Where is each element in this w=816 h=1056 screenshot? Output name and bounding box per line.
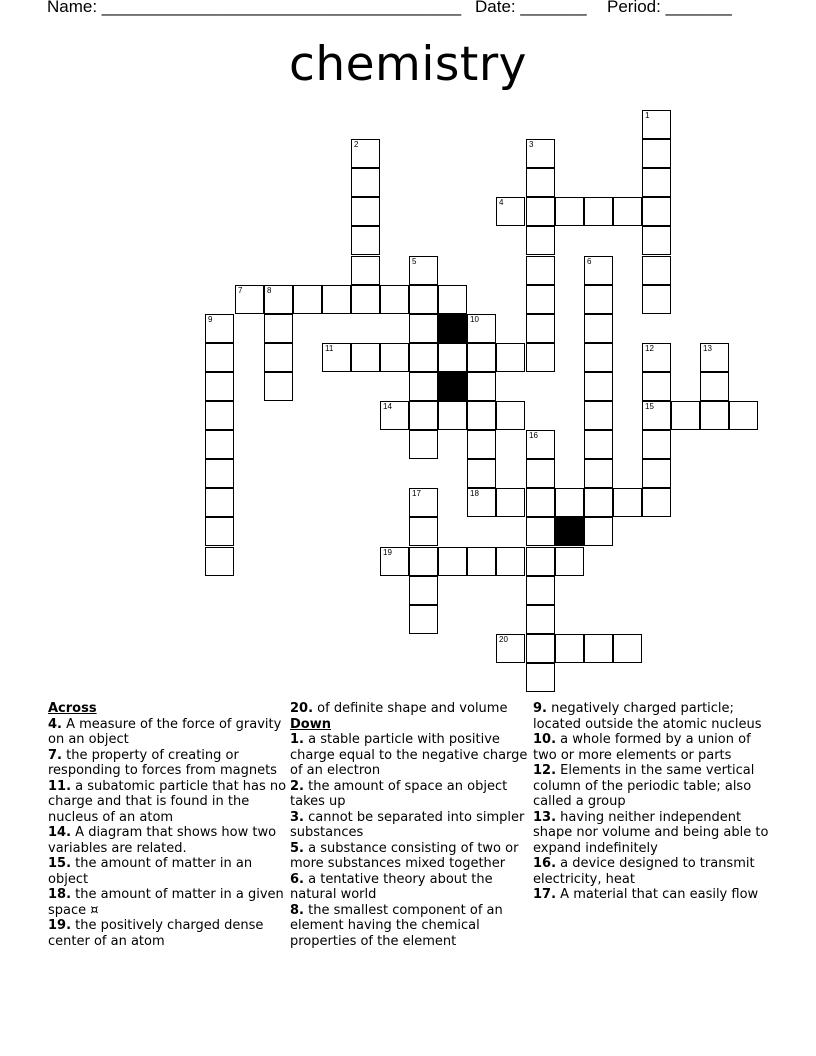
- crossword-cell[interactable]: [409, 314, 438, 343]
- page-title: chemistry: [289, 37, 527, 92]
- crossword-cell[interactable]: [293, 285, 322, 314]
- clue-down-10: [533, 732, 769, 763]
- clue-across-7: [48, 748, 288, 779]
- crossword-cell[interactable]: [642, 197, 671, 226]
- clue-number-label: 6: [587, 257, 592, 266]
- crossword-cell[interactable]: [205, 372, 234, 401]
- crossword-cell[interactable]: [642, 139, 671, 168]
- crossword-cell[interactable]: [380, 547, 409, 576]
- crossword-cell[interactable]: [351, 226, 380, 255]
- crossword-cell[interactable]: [642, 343, 671, 372]
- clue-number-label: 2: [354, 140, 359, 149]
- crossword-cell[interactable]: [380, 401, 409, 430]
- clue-number: 15.: [48, 856, 72, 871]
- clue-number: 6.: [290, 871, 304, 887]
- clue-number-label: 12: [645, 344, 654, 353]
- black-cell: [555, 517, 584, 546]
- crossword-cell[interactable]: [526, 634, 555, 663]
- crossword-cell[interactable]: [700, 372, 729, 401]
- clue-text: A material that can easily flow: [556, 887, 759, 902]
- crossword-cell[interactable]: [526, 605, 555, 634]
- clue-number-label: 5: [412, 257, 417, 266]
- crossword-cell[interactable]: [322, 343, 351, 372]
- crossword-cell[interactable]: [467, 430, 496, 459]
- clue-number: 17.: [533, 887, 557, 902]
- clue-down-17: [533, 887, 769, 903]
- crossword-cell[interactable]: [526, 663, 555, 692]
- clue-number-label: 17: [412, 489, 421, 498]
- clue-across-14: [48, 825, 288, 856]
- crossword-cell[interactable]: [467, 401, 496, 430]
- clue-number: 7.: [48, 747, 62, 763]
- crossword-cell[interactable]: [584, 430, 613, 459]
- crossword-cell[interactable]: [467, 488, 496, 517]
- clue-text: of definite shape and volume: [313, 701, 508, 716]
- crossword-cell[interactable]: [438, 285, 467, 314]
- crossword-cell[interactable]: [700, 343, 729, 372]
- crossword-cell[interactable]: [205, 547, 234, 576]
- crossword-cell[interactable]: [496, 488, 525, 517]
- clue-text: a tentative theory about the natural world: [290, 871, 493, 902]
- clue-number: 14.: [48, 825, 72, 840]
- clue-number: 4.: [48, 716, 62, 732]
- crossword-cell[interactable]: [264, 372, 293, 401]
- clue-down-2: [290, 779, 530, 810]
- crossword-cell[interactable]: [526, 488, 555, 517]
- crossword-cell[interactable]: [642, 372, 671, 401]
- crossword-cell[interactable]: [205, 314, 234, 343]
- across-heading: Across: [48, 701, 97, 716]
- crossword-cell[interactable]: [526, 168, 555, 197]
- period-field-label[interactable]: Period: _______: [607, 0, 732, 16]
- crossword-cell[interactable]: [584, 343, 613, 372]
- clue-number-label: 8: [267, 286, 272, 295]
- crossword-cell[interactable]: [351, 168, 380, 197]
- crossword-cell[interactable]: [526, 226, 555, 255]
- crossword-cell[interactable]: [526, 547, 555, 576]
- clue-number: 11.: [48, 778, 72, 794]
- clue-number-label: 3: [529, 140, 534, 149]
- crossword-cell[interactable]: [467, 459, 496, 488]
- crossword-cell[interactable]: [380, 343, 409, 372]
- clue-text: negatively charged particle; located outside the atomic nucleus: [533, 701, 762, 732]
- crossword-cell[interactable]: [584, 459, 613, 488]
- clue-across-11: [48, 779, 288, 826]
- crossword-cell[interactable]: [555, 197, 584, 226]
- crossword-cell[interactable]: [438, 343, 467, 372]
- crossword-cell[interactable]: [409, 343, 438, 372]
- crossword-cell[interactable]: [467, 343, 496, 372]
- clue-text: the amount of matter in an object: [48, 856, 253, 887]
- clue-text: Elements in the same vertical column of the periodic table; also called a group: [533, 763, 755, 809]
- crossword-cell[interactable]: [526, 459, 555, 488]
- clue-number-label: 15: [645, 402, 654, 411]
- clue-number-label: 7: [238, 286, 243, 295]
- clue-down-6: [290, 872, 530, 903]
- crossword-cell[interactable]: [264, 343, 293, 372]
- crossword-cell[interactable]: [526, 256, 555, 285]
- crossword-cell[interactable]: [584, 634, 613, 663]
- clue-text: A measure of the force of gravity on an object: [48, 716, 282, 747]
- crossword-cell[interactable]: [409, 576, 438, 605]
- crossword-cell[interactable]: [467, 372, 496, 401]
- clues-column-1: [48, 701, 288, 949]
- crossword-cell[interactable]: [496, 343, 525, 372]
- crossword-cell[interactable]: [526, 430, 555, 459]
- crossword-cell[interactable]: [584, 314, 613, 343]
- clue-number: 2.: [290, 778, 304, 794]
- crossword-cell[interactable]: [467, 314, 496, 343]
- clue-number: 12.: [533, 763, 557, 778]
- crossword-cell[interactable]: [409, 256, 438, 285]
- clue-number: 16.: [533, 856, 557, 871]
- clue-across-15: [48, 856, 288, 887]
- crossword-cell[interactable]: [555, 634, 584, 663]
- crossword-cell[interactable]: [438, 401, 467, 430]
- clue-number-label: 4: [499, 198, 504, 207]
- crossword-cell[interactable]: [642, 401, 671, 430]
- clue-number-label: 14: [383, 402, 392, 411]
- crossword-cell[interactable]: [584, 401, 613, 430]
- crossword-cell[interactable]: [205, 488, 234, 517]
- crossword-cell[interactable]: [409, 401, 438, 430]
- crossword-cell[interactable]: [351, 256, 380, 285]
- clue-number-label: 16: [529, 431, 538, 440]
- crossword-cell[interactable]: [526, 139, 555, 168]
- crossword-cell[interactable]: [526, 285, 555, 314]
- clue-text: cannot be separated into simpler substances: [290, 809, 525, 840]
- black-cell: [438, 372, 467, 401]
- name-field-label[interactable]: Name: ______________________________________: [47, 0, 462, 16]
- crossword-cell[interactable]: [351, 343, 380, 372]
- crossword-cell[interactable]: [409, 547, 438, 576]
- clue-number-label: 11: [325, 344, 334, 353]
- clue-text: having neither independent shape nor volume and being able to expand indefinitely: [533, 809, 769, 856]
- clue-down-13: [533, 810, 769, 857]
- clue-down-16: [533, 856, 769, 887]
- crossword-cell[interactable]: [526, 197, 555, 226]
- crossword-cell[interactable]: [496, 401, 525, 430]
- crossword-cell[interactable]: [409, 517, 438, 546]
- crossword-cell[interactable]: [409, 605, 438, 634]
- crossword-cell[interactable]: [205, 517, 234, 546]
- crossword-cell[interactable]: [380, 285, 409, 314]
- crossword-cell[interactable]: [642, 459, 671, 488]
- crossword-cell[interactable]: [205, 401, 234, 430]
- clue-number: 8.: [290, 902, 304, 918]
- clues-column-2: [290, 701, 530, 949]
- clue-down-3: [290, 810, 530, 841]
- crossword-cell[interactable]: [642, 256, 671, 285]
- clue-text: a stable particle with positive charge equal to the negative charge of an electron: [290, 732, 528, 778]
- crossword-cell[interactable]: [496, 634, 525, 663]
- crossword-cell[interactable]: [205, 459, 234, 488]
- crossword-cell[interactable]: [409, 488, 438, 517]
- clue-text: the amount of matter in a given space ¤: [48, 887, 284, 918]
- crossword-cell[interactable]: [496, 197, 525, 226]
- clue-text: the amount of space an object takes up: [290, 778, 508, 809]
- crossword-cell[interactable]: [496, 547, 525, 576]
- clue-number-label: 18: [470, 489, 479, 498]
- clue-number: 18.: [48, 887, 72, 902]
- crossword-cell[interactable]: [555, 488, 584, 517]
- clue-number-label: 19: [383, 548, 392, 557]
- clues-column-3: [533, 701, 769, 903]
- crossword-cell[interactable]: [584, 197, 613, 226]
- crossword-cell[interactable]: [351, 285, 380, 314]
- clue-across-19: [48, 918, 288, 949]
- crossword-cell[interactable]: [205, 430, 234, 459]
- date-field-label[interactable]: Date: _______: [475, 0, 587, 16]
- clue-text: a whole formed by a union of two or more elements or parts: [533, 732, 751, 763]
- crossword-cell[interactable]: [526, 576, 555, 605]
- clue-text: the property of creating or responding to forces from magnets: [48, 747, 277, 778]
- clue-text: the smallest component of an element having the chemical properties of the element: [290, 902, 503, 949]
- crossword-cell[interactable]: [526, 517, 555, 546]
- clue-number: 3.: [290, 809, 304, 825]
- clue-number: 9.: [533, 701, 547, 716]
- crossword-cell[interactable]: [409, 372, 438, 401]
- clue-across-18: [48, 887, 288, 918]
- clue-down-5: [290, 841, 530, 872]
- clue-number: 20.: [290, 701, 314, 716]
- clue-text: A diagram that shows how two variables are related.: [48, 825, 277, 856]
- crossword-cell[interactable]: [642, 226, 671, 255]
- clue-down-8: [290, 903, 530, 950]
- crossword-cell[interactable]: [642, 285, 671, 314]
- clue-number-label: 20: [499, 635, 508, 644]
- clue-number: 19.: [48, 918, 72, 933]
- crossword-cell[interactable]: [613, 197, 642, 226]
- clue-text: a device designed to transmit electricity, heat: [533, 856, 755, 887]
- clue-down-9: [533, 701, 769, 732]
- crossword-cell[interactable]: [642, 488, 671, 517]
- crossword-cell[interactable]: [322, 285, 351, 314]
- crossword-cell[interactable]: [235, 285, 264, 314]
- crossword-cell[interactable]: [729, 401, 758, 430]
- crossword-cell[interactable]: [584, 517, 613, 546]
- clue-across-4: [48, 717, 288, 748]
- crossword-cell[interactable]: [526, 314, 555, 343]
- clue-text: a subatomic particle that has no charge and that is found in the nucleus of an atom: [48, 778, 287, 825]
- crossword-cell[interactable]: [584, 488, 613, 517]
- clue-across-20: [290, 701, 530, 717]
- crossword-cell[interactable]: [438, 547, 467, 576]
- crossword-cell[interactable]: [642, 430, 671, 459]
- crossword-cell[interactable]: [264, 314, 293, 343]
- clue-number-label: 13: [703, 344, 712, 353]
- crossword-cell[interactable]: [351, 197, 380, 226]
- crossword-cell[interactable]: [613, 634, 642, 663]
- crossword-cell[interactable]: [264, 285, 293, 314]
- clue-number: 13.: [533, 809, 557, 825]
- crossword-cell[interactable]: [526, 343, 555, 372]
- crossword-cell[interactable]: [584, 285, 613, 314]
- crossword-cell[interactable]: [351, 139, 380, 168]
- clue-down-1: [290, 732, 530, 779]
- crossword-cell[interactable]: [700, 401, 729, 430]
- crossword-cell[interactable]: [555, 547, 584, 576]
- clue-number: 10.: [533, 732, 557, 747]
- clue-text: the positively charged dense center of an atom: [48, 918, 264, 949]
- crossword-cell[interactable]: [205, 343, 234, 372]
- clue-down-12: [533, 763, 769, 810]
- crossword-cell[interactable]: [409, 430, 438, 459]
- clue-text: a substance consisting of two or more substances mixed together: [290, 840, 519, 871]
- crossword-cell[interactable]: [467, 547, 496, 576]
- crossword-cell[interactable]: [584, 372, 613, 401]
- clue-number: 1.: [290, 732, 304, 747]
- crossword-cell[interactable]: [642, 168, 671, 197]
- clue-number-label: 10: [470, 315, 479, 324]
- crossword-cell[interactable]: [642, 110, 671, 139]
- clue-number-label: 1: [645, 111, 650, 120]
- clue-number: 5.: [290, 840, 304, 856]
- crossword-cell[interactable]: [409, 285, 438, 314]
- clue-number-label: 9: [208, 315, 213, 324]
- down-heading: Down: [290, 716, 331, 732]
- crossword-cell[interactable]: [584, 256, 613, 285]
- black-cell: [438, 314, 467, 343]
- crossword-cell[interactable]: [671, 401, 700, 430]
- crossword-cell[interactable]: [613, 488, 642, 517]
